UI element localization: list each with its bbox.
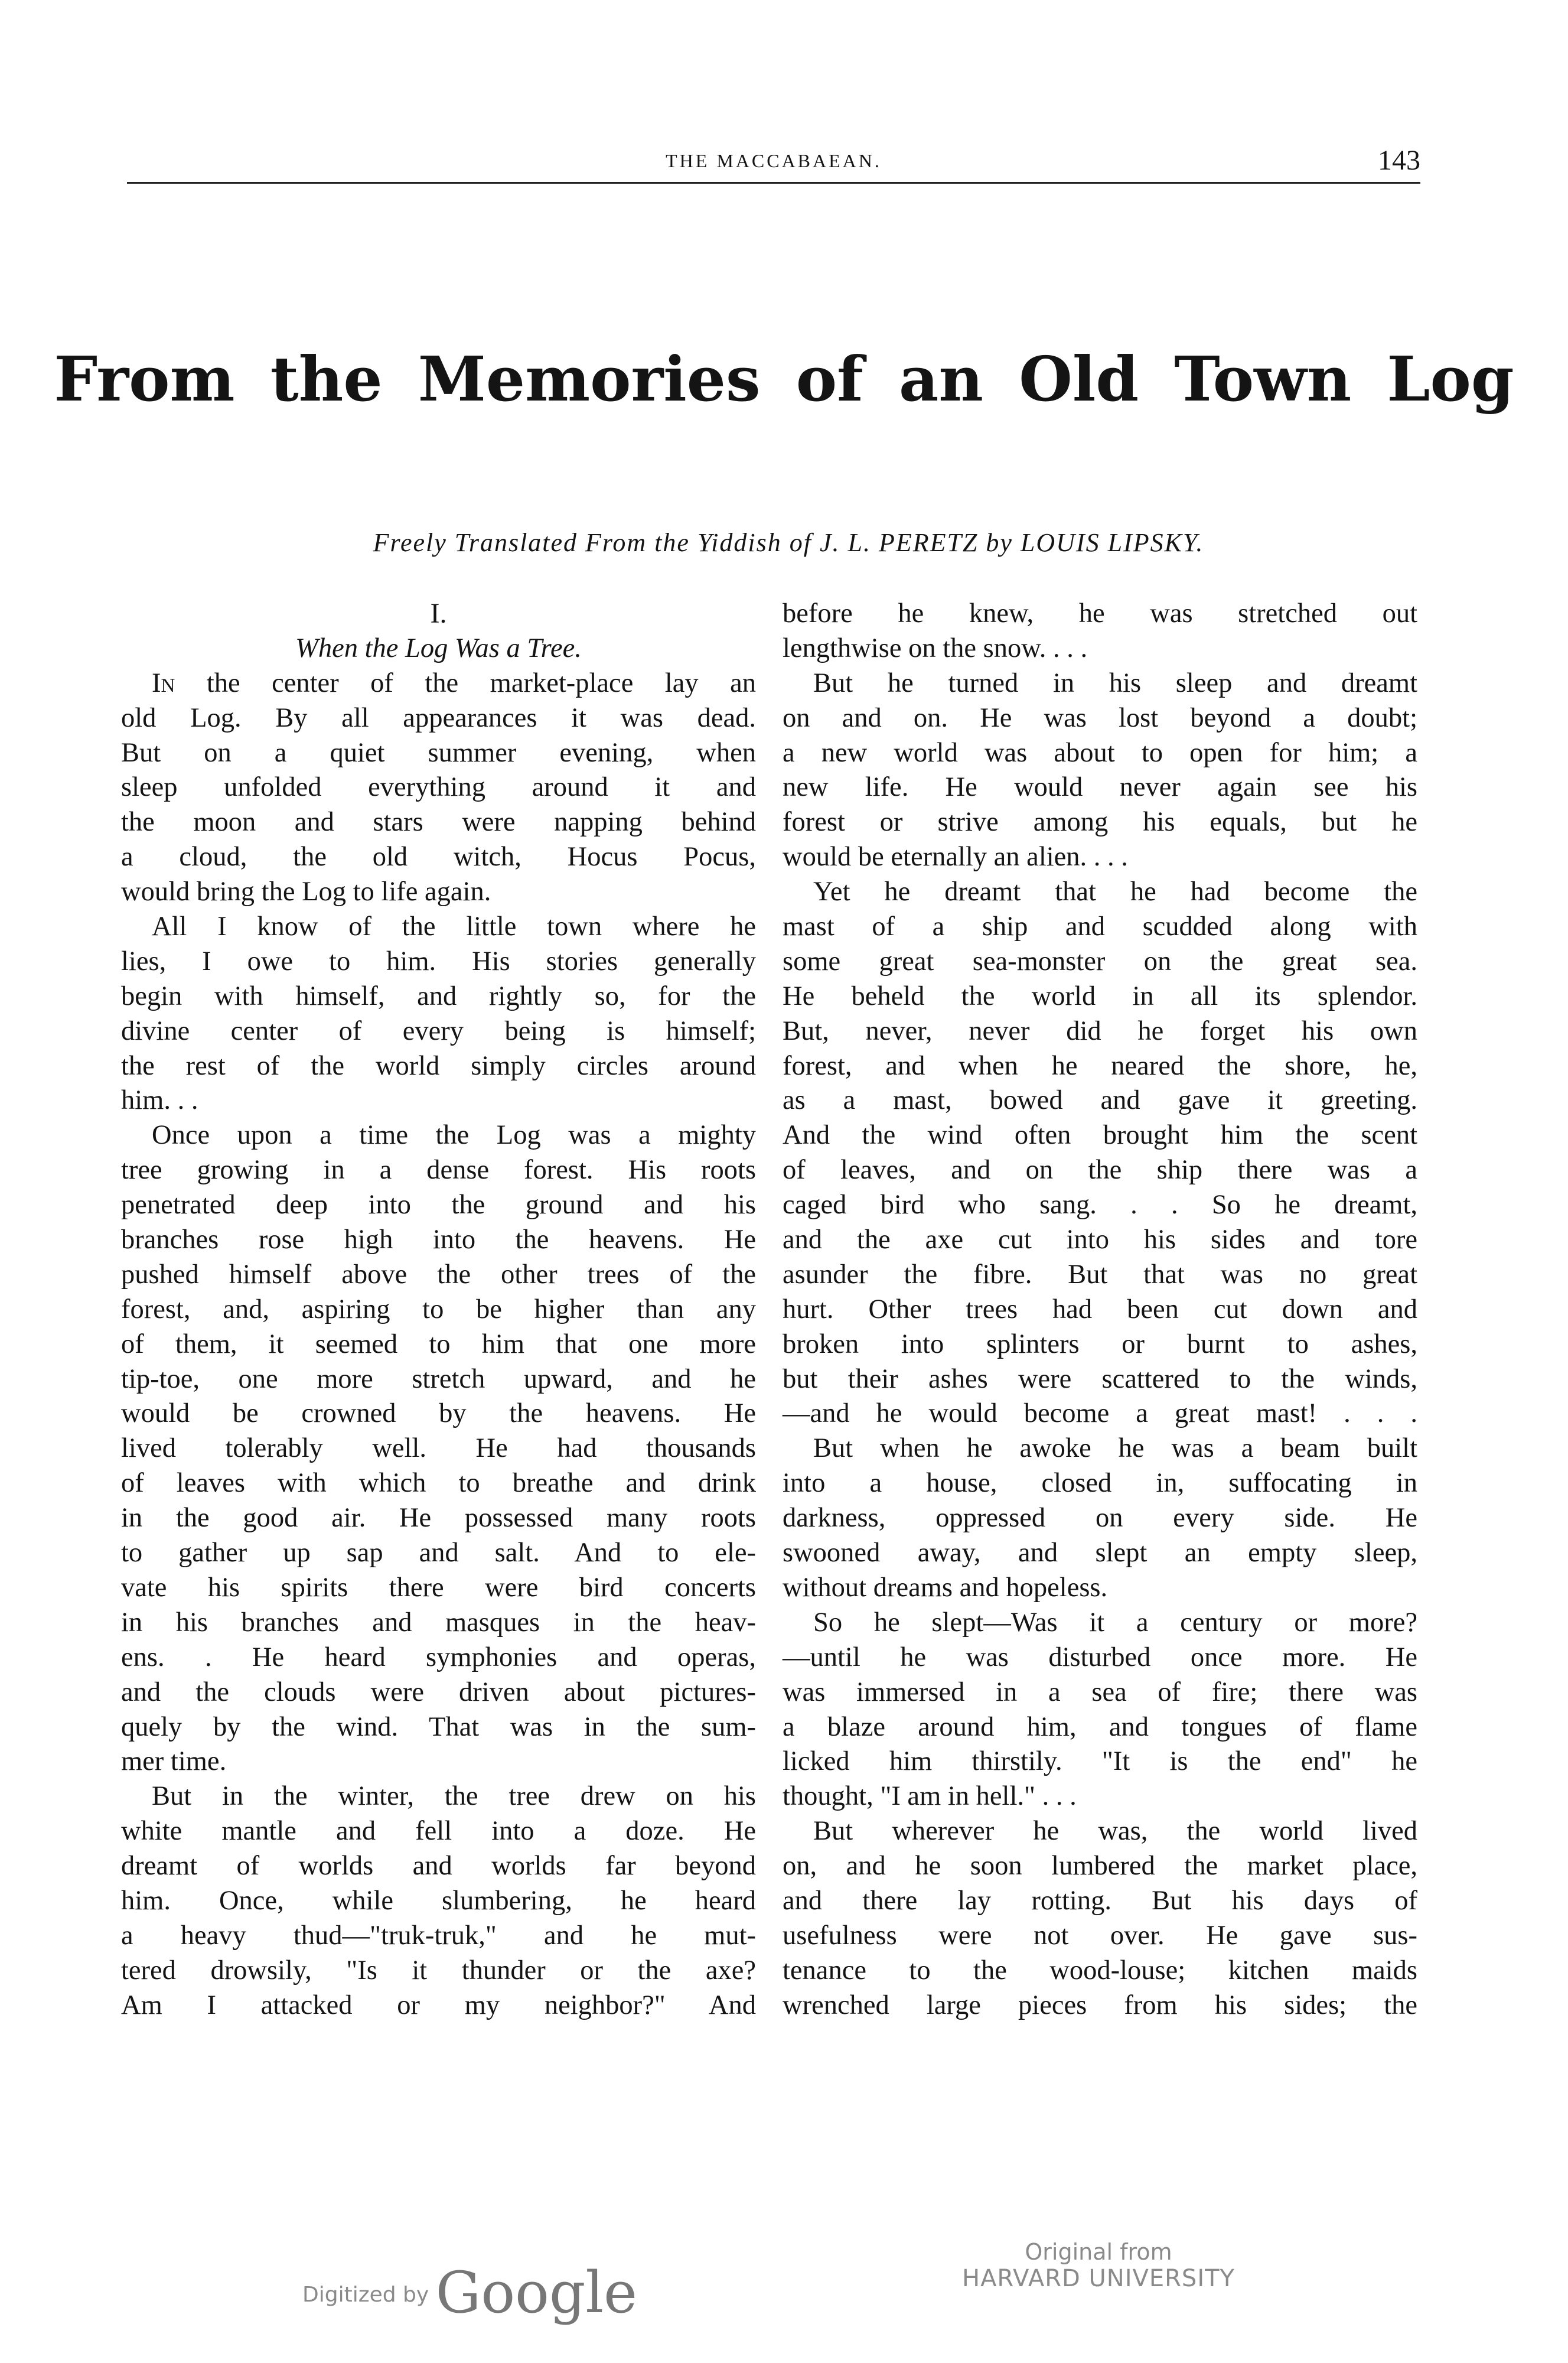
google-logo: Google xyxy=(435,2260,637,2326)
text-line: lived tolerably well. He had thousands xyxy=(121,1433,756,1464)
text-line: mer time. xyxy=(121,1746,227,1777)
text-line: mast of a ship and scudded along with xyxy=(783,912,1417,942)
text-line: forest, and, aspiring to be higher than any xyxy=(121,1294,756,1324)
original-from-label: Original from xyxy=(1025,2239,1172,2265)
text-line: forest, and when he neared the shore, he, xyxy=(783,1050,1417,1081)
text-line: divine center of every being is himself; xyxy=(121,1015,756,1046)
text-line: in his branches and masques in the heav- xyxy=(121,1607,756,1638)
text-line: a cloud, the old witch, Hocus Pocus, xyxy=(121,842,756,873)
text-line: a heavy thud—"truk-truk," and he mut- xyxy=(121,1920,756,1951)
original-from-watermark xyxy=(933,2239,1264,2292)
text-line: ens. . He heard symphonies and operas, xyxy=(121,1642,756,1672)
text-line: in the good air. He possessed many roots xyxy=(121,1503,756,1534)
text-line: Am I attacked or my neighbor?" And xyxy=(121,1990,756,2020)
text-line: forest or strive among his equals, but he xyxy=(783,807,1417,838)
text-line: hurt. Other trees had been cut down and xyxy=(783,1294,1417,1324)
text-line: new life. He would never again see his xyxy=(783,772,1417,803)
text-line: would be crowned by the heavens. He xyxy=(121,1398,756,1429)
text-line: the rest of the world simply circles around xyxy=(121,1050,756,1081)
left-column xyxy=(121,597,756,2023)
text-line: All I know of the little town where he xyxy=(152,912,756,942)
text-line: dreamt of worlds and worlds far beyond xyxy=(121,1851,756,1882)
page-number: 143 xyxy=(1378,145,1420,176)
article-byline: Freely Translated From the Yiddish of J. L. PERETZ by LOUIS LIPSKY. xyxy=(373,528,1204,557)
text-line: of them, it seemed to him that one more xyxy=(121,1329,756,1359)
text-line: of leaves, and on the ship there was a xyxy=(783,1155,1417,1186)
text-line: to gather up sap and salt. And to ele- xyxy=(121,1538,756,1568)
header-rule xyxy=(127,182,1420,184)
text-line: him. . . xyxy=(121,1085,198,1116)
text-line: tenance to the wood-louse; kitchen maids xyxy=(783,1955,1417,1986)
text-line: broken into splinters or burnt to ashes, xyxy=(783,1329,1417,1359)
text-line: But he turned in his sleep and dreamt xyxy=(813,668,1417,698)
text-line: would bring the Log to life again. xyxy=(121,877,491,907)
text-line: But in the winter, the tree drew on his xyxy=(152,1781,756,1812)
text-line: tip-toe, one more stretch upward, and he xyxy=(121,1363,756,1394)
paragraph-first-line xyxy=(121,666,756,701)
digitized-by-label: Digitized by xyxy=(302,2283,429,2307)
text-line: But, never, never did he forget his own xyxy=(783,1015,1417,1046)
text-line: was immersed in a sea of fire; there was xyxy=(783,1677,1417,1707)
text-line: and the clouds were driven about pictures- xyxy=(121,1677,756,1707)
text-line: as a mast, bowed and gave it greeting. xyxy=(783,1085,1417,1116)
text-line: penetrated deep into the ground and his xyxy=(121,1190,756,1220)
section-number: I. xyxy=(430,598,447,629)
right-column xyxy=(783,597,1417,2023)
text-line: tree growing in a dense forest. His roots xyxy=(121,1155,756,1186)
text-line: a new world was about to open for him; a xyxy=(783,737,1417,768)
journal-name: THE MACCABAEAN. xyxy=(666,150,882,171)
text-line: And the wind often brought him the scent xyxy=(783,1120,1417,1151)
text-line: So he slept—Was it a century or more? xyxy=(813,1607,1417,1638)
text-line: usefulness were not over. He gave sus- xyxy=(783,1920,1417,1951)
text-line: on, and he soon lumbered the market place, xyxy=(783,1851,1417,1882)
text-line: but their ashes were scattered to the winds, xyxy=(783,1363,1417,1394)
text-line: some great sea-monster on the great sea. xyxy=(783,946,1417,977)
text-line: But when he awoke he was a beam built xyxy=(813,1433,1417,1464)
text-line: lies, I owe to him. His stories generally xyxy=(121,946,756,977)
text-line: wrenched large pieces from his sides; the xyxy=(783,1990,1417,2020)
text-line: a blaze around him, and tongues of flame xyxy=(783,1711,1417,1742)
text-line: into a house, closed in, suffocating in xyxy=(783,1468,1417,1499)
text-line: and the axe cut into his sides and tore xyxy=(783,1225,1417,1255)
dropcap-word: In xyxy=(152,668,175,698)
text-line: before he knew, he was stretched out xyxy=(783,598,1417,629)
text-line: of leaves with which to breathe and drink xyxy=(121,1468,756,1499)
text-line: swooned away, and slept an empty sleep, xyxy=(783,1538,1417,1568)
text-line: the moon and stars were napping behind xyxy=(121,807,756,838)
text-line: vate his spirits there were bird concerts xyxy=(121,1572,756,1603)
text-line: would be eternally an alien. . . . xyxy=(783,842,1128,873)
text-line: —and he would become a great mast! . . . xyxy=(783,1398,1417,1429)
text-line: lengthwise on the snow. . . . xyxy=(783,633,1088,663)
text-line: sleep unfolded everything around it and xyxy=(121,772,756,803)
running-head xyxy=(127,144,1420,180)
text-line: darkness, oppressed on every side. He xyxy=(783,1503,1417,1534)
article-title: From the Memories of an Old Town Log xyxy=(54,343,1514,415)
text-line: But wherever he was, the world lived xyxy=(813,1816,1417,1847)
text-line: branches rose high into the heavens. He xyxy=(121,1225,756,1255)
text-line: —until he was disturbed once more. He xyxy=(783,1642,1417,1672)
text-line: asunder the fibre. But that was no great xyxy=(783,1259,1417,1290)
text-line: white mantle and fell into a doze. He xyxy=(121,1816,756,1847)
text-line: licked him thirstily. "It is the end" he xyxy=(783,1746,1417,1777)
text-line: without dreams and hopeless. xyxy=(783,1572,1108,1603)
text-line: But on a quiet summer evening, when xyxy=(121,737,756,768)
text-line: quely by the wind. That was in the sum- xyxy=(121,1711,756,1742)
digitized-by-watermark xyxy=(302,2260,637,2326)
text-line: He beheld the world in all its splendor. xyxy=(783,981,1417,1011)
text-line: tered drowsily, "Is it thunder or the axe? xyxy=(121,1955,756,1986)
text-line: begin with himself, and rightly so, for the xyxy=(121,981,756,1011)
text-line: and there lay rotting. But his days of xyxy=(783,1885,1417,1916)
text-line: thought, "I am in hell." . . . xyxy=(783,1781,1077,1812)
text-line: Once upon a time the Log was a mighty xyxy=(152,1120,756,1151)
text-line: old Log. By all appearances it was dead. xyxy=(121,702,756,733)
text-line: Yet he dreamt that he had become the xyxy=(813,877,1417,907)
source-institution: HARVARD UNIVERSITY xyxy=(961,2265,1235,2292)
text-line: the center of the market-place lay an xyxy=(206,668,756,698)
text-line: caged bird who sang. . . So he dreamt, xyxy=(783,1190,1417,1220)
text-line: pushed himself above the other trees of the xyxy=(121,1259,756,1290)
section-heading: When the Log Was a Tree. xyxy=(295,633,582,663)
text-line: on and on. He was lost beyond a doubt; xyxy=(783,702,1417,733)
text-line: him. Once, while slumbering, he heard xyxy=(121,1885,756,1916)
